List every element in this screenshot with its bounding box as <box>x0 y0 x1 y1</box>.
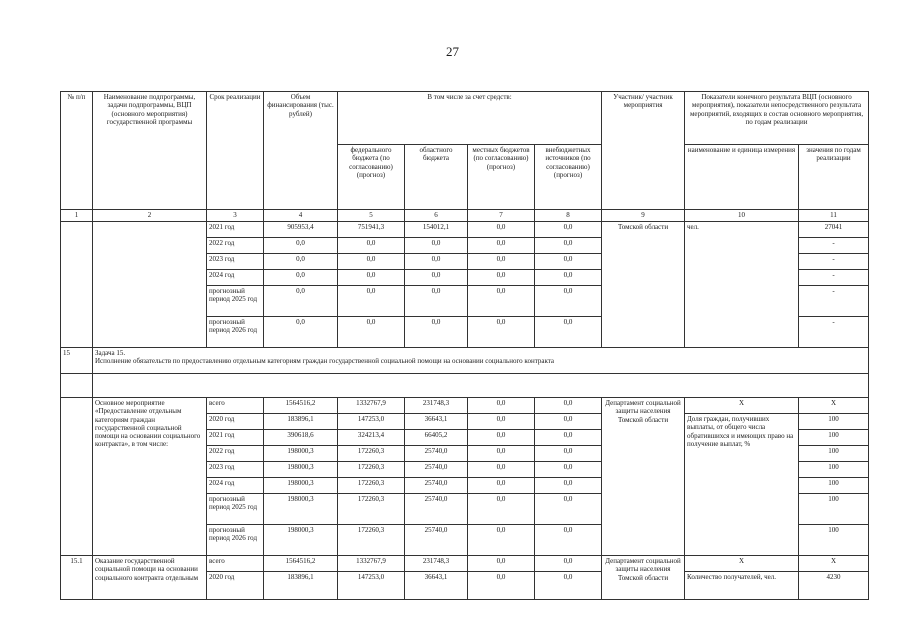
volume-cell: 198000,3 <box>264 478 338 494</box>
regional-cell: 25740,0 <box>405 525 468 556</box>
indicator-value-cell: 4230 <box>799 572 869 600</box>
federal-cell: 172260,3 <box>338 462 405 478</box>
local-cell: 0,0 <box>468 286 535 317</box>
federal-cell: 751941,3 <box>338 222 405 238</box>
local-cell: 0,0 <box>468 398 535 414</box>
extra-cell: 0,0 <box>535 254 602 270</box>
regional-cell: 0,0 <box>405 286 468 317</box>
header-extra: внебюджетных источников (по согласованию) (прогноз) <box>535 145 602 210</box>
regional-cell: 25740,0 <box>405 494 468 525</box>
empty-cell <box>93 374 869 398</box>
indicator-value-cell: - <box>799 254 869 270</box>
year-cell: 2021 год <box>207 222 264 238</box>
col-number: 9 <box>602 210 685 222</box>
federal-cell: 0,0 <box>338 286 405 317</box>
col-number: 8 <box>535 210 602 222</box>
indicator-value-cell: 100 <box>799 525 869 556</box>
indicator-value-cell: 100 <box>799 462 869 478</box>
indicator-value-cell: 100 <box>799 478 869 494</box>
extra-cell: 0,0 <box>535 525 602 556</box>
federal-cell: 172260,3 <box>338 494 405 525</box>
page-number: 27 <box>446 44 459 59</box>
regional-cell: 154012,1 <box>405 222 468 238</box>
indicator-name-cell: Х <box>685 556 799 572</box>
federal-cell: 172260,3 <box>338 446 405 462</box>
federal-cell: 172260,3 <box>338 478 405 494</box>
local-cell: 0,0 <box>468 556 535 572</box>
extra-cell: 0,0 <box>535 556 602 572</box>
participant-cell: Томской области <box>602 222 685 348</box>
federal-cell: 0,0 <box>338 317 405 348</box>
local-cell: 0,0 <box>468 254 535 270</box>
year-cell: всего <box>207 556 264 572</box>
extra-cell: 0,0 <box>535 430 602 446</box>
federal-cell: 147253,0 <box>338 414 405 430</box>
local-cell: 0,0 <box>468 238 535 254</box>
local-cell: 0,0 <box>468 462 535 478</box>
year-cell: 2024 год <box>207 478 264 494</box>
regional-cell: 25740,0 <box>405 478 468 494</box>
indicator-value-cell: - <box>799 317 869 348</box>
header-ind-name: наименование и единица измерения <box>685 145 799 210</box>
volume-cell: 0,0 <box>264 317 338 348</box>
federal-cell: 1332767,9 <box>338 556 405 572</box>
extra-cell: 0,0 <box>535 572 602 600</box>
volume-cell: 0,0 <box>264 286 338 317</box>
local-cell: 0,0 <box>468 572 535 600</box>
extra-cell: 0,0 <box>535 478 602 494</box>
local-cell: 0,0 <box>468 317 535 348</box>
col-number: 3 <box>207 210 264 222</box>
col-number: 2 <box>93 210 207 222</box>
col-number: 1 <box>61 210 93 222</box>
header-indicators: Показатели конечного результата ВЦП (основного мероприятия), показатели непосредственного результата мероприятий, входящих в состав основного мероприятия, по годам реализации <box>685 92 869 145</box>
empty-cell <box>61 398 93 556</box>
header-volume: Объем финансирования (тыс. рублей) <box>264 92 338 210</box>
regional-cell: 0,0 <box>405 317 468 348</box>
regional-cell: 66405,2 <box>405 430 468 446</box>
empty-cell <box>61 374 93 398</box>
volume-cell: 1564516,2 <box>264 556 338 572</box>
federal-cell: 147253,0 <box>338 572 405 600</box>
task-text: Исполнение обязательств по предоставлению отдельным категориям граждан государственной социальной помощи на основании социального контракта <box>95 357 555 366</box>
extra-cell: 0,0 <box>535 317 602 348</box>
year-cell: 2022 год <box>207 446 264 462</box>
col-number: 7 <box>468 210 535 222</box>
empty-cell <box>61 222 93 348</box>
regional-cell: 0,0 <box>405 270 468 286</box>
year-cell: 2020 год <box>207 414 264 430</box>
local-cell: 0,0 <box>468 414 535 430</box>
header-name: Наименование подпрограммы, задачи подпрограммы, ВЦП (основного мероприятия) государственной программы <box>93 92 207 210</box>
extra-cell: 0,0 <box>535 414 602 430</box>
volume-cell: 183896,1 <box>264 572 338 600</box>
year-cell: 2022 год <box>207 238 264 254</box>
volume-cell: 1564516,2 <box>264 398 338 414</box>
regional-cell: 231748,3 <box>405 398 468 414</box>
year-cell: 2020 год <box>207 572 264 600</box>
regional-cell: 25740,0 <box>405 446 468 462</box>
participant-cell: Департамент социальной защиты населения Томской области <box>602 398 685 556</box>
header-incl: В том числе за счет средств: <box>338 92 602 145</box>
extra-cell: 0,0 <box>535 286 602 317</box>
volume-cell: 390618,6 <box>264 430 338 446</box>
extra-cell: 0,0 <box>535 494 602 525</box>
header-no: № п/п <box>61 92 93 210</box>
year-cell: прогнозный период 2026 год <box>207 525 264 556</box>
header-federal: федерального бюджета (по согласованию) (прогноз) <box>338 145 405 210</box>
header-term: Срок реализации <box>207 92 264 210</box>
col-number: 6 <box>405 210 468 222</box>
federal-cell: 0,0 <box>338 238 405 254</box>
main-activity-name: Основное мероприятие «Предоставление отдельным категориям граждан государственной социальной помощи на основании социального контракта», в том числе: <box>93 398 207 556</box>
local-cell: 0,0 <box>468 478 535 494</box>
regional-cell: 0,0 <box>405 254 468 270</box>
activity-name: Оказание государственной социальной помощи на основании социального контракта отдельным <box>93 556 207 600</box>
regional-cell: 36643,1 <box>405 572 468 600</box>
task-title: Задача 15. <box>95 349 126 357</box>
header-ind-value: значения по годам реализации <box>799 145 869 210</box>
col-number: 11 <box>799 210 869 222</box>
volume-cell: 183896,1 <box>264 414 338 430</box>
task-number: 15 <box>61 348 93 374</box>
federal-cell: 172260,3 <box>338 525 405 556</box>
volume-cell: 0,0 <box>264 238 338 254</box>
year-cell: всего <box>207 398 264 414</box>
indicator-value-cell: 100 <box>799 446 869 462</box>
volume-cell: 198000,3 <box>264 494 338 525</box>
indicator-name-cell: Количество получателей, чел. <box>685 572 799 600</box>
year-cell: 2023 год <box>207 254 264 270</box>
indicator-value-cell: 100 <box>799 494 869 525</box>
regional-cell: 36643,1 <box>405 414 468 430</box>
local-cell: 0,0 <box>468 430 535 446</box>
indicator-value-cell: Х <box>799 398 869 414</box>
year-cell: прогнозный период 2025 год <box>207 494 264 525</box>
program-table <box>60 91 869 600</box>
indicator-value-cell: - <box>799 238 869 254</box>
local-cell: 0,0 <box>468 446 535 462</box>
volume-cell: 0,0 <box>264 270 338 286</box>
indicator-value-cell: - <box>799 286 869 317</box>
indicator-value-cell: Х <box>799 556 869 572</box>
volume-cell: 198000,3 <box>264 462 338 478</box>
col-number: 5 <box>338 210 405 222</box>
indicator-name-cell: чел. <box>685 222 799 348</box>
col-number: 10 <box>685 210 799 222</box>
regional-cell: 0,0 <box>405 238 468 254</box>
indicator-value-cell: 100 <box>799 414 869 430</box>
local-cell: 0,0 <box>468 494 535 525</box>
regional-cell: 231748,3 <box>405 556 468 572</box>
empty-cell <box>93 222 207 348</box>
extra-cell: 0,0 <box>535 270 602 286</box>
activity-number: 15.1 <box>61 556 93 600</box>
header-local: местных бюджетов (по согласованию) (прогноз) <box>468 145 535 210</box>
year-cell: прогнозный период 2026 год <box>207 317 264 348</box>
participant-cell: Департамент социальной защиты населения Томской области <box>602 556 685 600</box>
volume-cell: 905953,4 <box>264 222 338 238</box>
year-cell: 2021 год <box>207 430 264 446</box>
federal-cell: 0,0 <box>338 254 405 270</box>
indicator-name-cell: Доля граждан, получивших выплаты, от общего числа обратившихся и имеющих право на получение выплат, % <box>685 414 799 556</box>
local-cell: 0,0 <box>468 525 535 556</box>
indicator-value-cell: 100 <box>799 430 869 446</box>
federal-cell: 0,0 <box>338 270 405 286</box>
federal-cell: 1332767,9 <box>338 398 405 414</box>
year-cell: 2023 год <box>207 462 264 478</box>
header-participant: Участник/ участник мероприятия <box>602 92 685 210</box>
extra-cell: 0,0 <box>535 462 602 478</box>
task-description <box>93 348 869 374</box>
year-cell: прогнозный период 2025 год <box>207 286 264 317</box>
local-cell: 0,0 <box>468 222 535 238</box>
local-cell: 0,0 <box>468 270 535 286</box>
extra-cell: 0,0 <box>535 238 602 254</box>
col-number: 4 <box>264 210 338 222</box>
year-cell: 2024 год <box>207 270 264 286</box>
volume-cell: 198000,3 <box>264 525 338 556</box>
volume-cell: 0,0 <box>264 254 338 270</box>
extra-cell: 0,0 <box>535 222 602 238</box>
indicator-value-cell: - <box>799 270 869 286</box>
extra-cell: 0,0 <box>535 446 602 462</box>
federal-cell: 324213,4 <box>338 430 405 446</box>
indicator-name-cell: Х <box>685 398 799 414</box>
indicator-value-cell: 27041 <box>799 222 869 238</box>
header-regional: областного бюджета <box>405 145 468 210</box>
regional-cell: 25740,0 <box>405 462 468 478</box>
extra-cell: 0,0 <box>535 398 602 414</box>
volume-cell: 198000,3 <box>264 446 338 462</box>
